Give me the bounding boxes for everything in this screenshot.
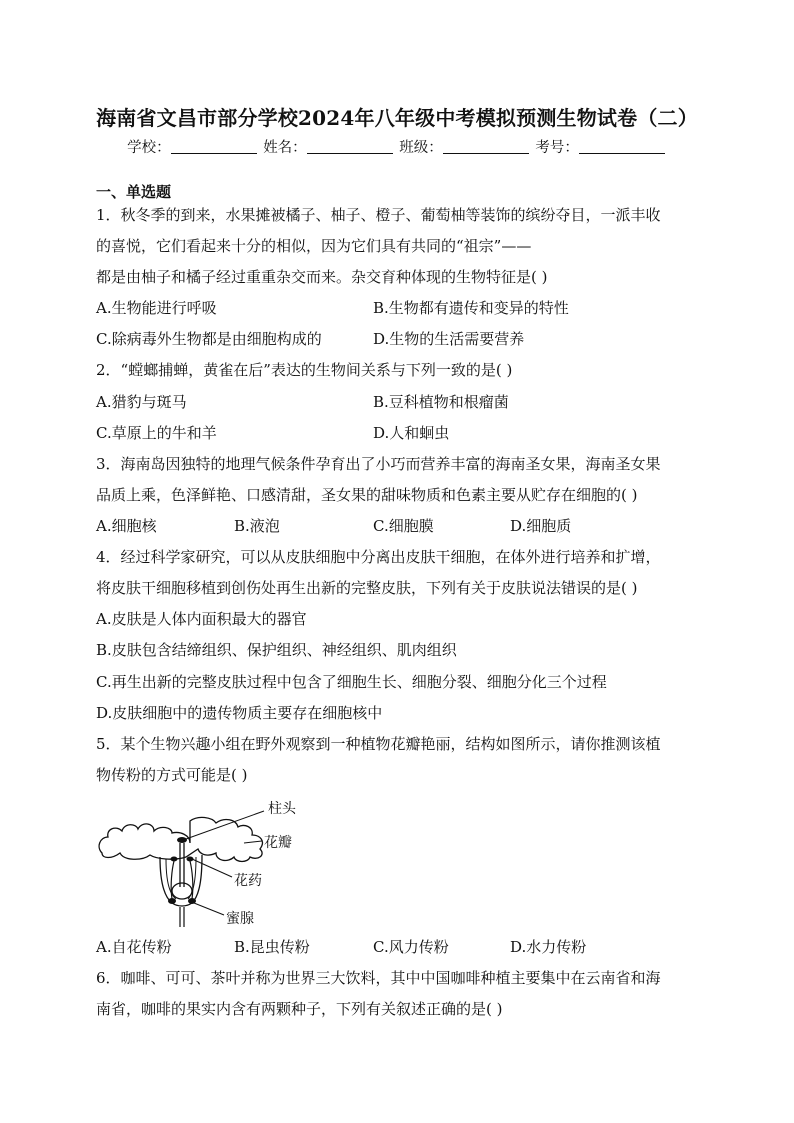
label-stigma: 柱头 [268, 801, 296, 817]
exam-number-label: 考号： [535, 140, 579, 156]
q5-option-d[interactable]: D.水力传粉 [510, 938, 587, 956]
section-heading: 一、单选题 [96, 183, 172, 201]
q1-line-3: 都是由柚子和橘子经过重重杂交而来。杂交育种体现的生物特征是( ) [96, 268, 548, 286]
exam-number-blank[interactable] [579, 139, 665, 154]
q1-line-1: 1．秋冬季的到来，水果摊被橘子、柚子、橙子、葡萄柚等装饰的缤纷夺目，一派丰收 [96, 206, 661, 224]
q4-option-d[interactable]: D.皮肤细胞中的遗传物质主要存在细胞核中 [96, 704, 383, 722]
label-petal: 花瓣 [264, 835, 292, 851]
q5-line-1: 5．某个生物兴趣小组在野外观察到一种植物花瓣艳丽，结构如图所示，请你推测该植 [96, 735, 661, 753]
label-nectary: 蜜腺 [226, 911, 254, 927]
q4-line-2: 将皮肤干细胞移植到创伤处再生出新的完整皮肤，下列有关于皮肤说法错误的是( ) [96, 579, 638, 597]
q5-option-a[interactable]: A.自花传粉 [96, 938, 172, 956]
school-label: 学校： [127, 140, 171, 156]
q1-option-d[interactable]: D.生物的生活需要营养 [373, 330, 525, 348]
q2-option-a[interactable]: A.猎豹与斑马 [96, 393, 187, 411]
nectary-left [168, 898, 176, 904]
page-title: 海南省文昌市部分学校2024年八年级中考模拟预测生物试卷（二） [96, 106, 698, 130]
q5-line-2: 物传粉的方式可能是( ) [96, 766, 248, 784]
leader-petal [244, 841, 262, 843]
q5-option-b[interactable]: B.昆虫传粉 [234, 938, 310, 956]
flower-structure-figure [94, 795, 324, 930]
anther-left [171, 857, 178, 862]
q3-option-d[interactable]: D.细胞质 [510, 517, 572, 535]
q1-option-b[interactable]: B.生物都有遗传和变异的特性 [373, 299, 569, 317]
q5-option-c[interactable]: C.风力传粉 [373, 938, 449, 956]
q4-option-b[interactable]: B.皮肤包含结缔组织、保护组织、神经组织、肌肉组织 [96, 641, 457, 659]
class-blank[interactable] [443, 139, 529, 154]
q3-option-a[interactable]: A.细胞核 [96, 517, 157, 535]
q3-line-2: 品质上乘，色泽鲜艳、口感清甜，圣女果的甜味物质和色素主要从贮存在细胞的( ) [96, 486, 638, 504]
leader-nectary [194, 903, 224, 915]
q1-option-a[interactable]: A.生物能进行呼吸 [96, 299, 217, 317]
q3-option-c[interactable]: C.细胞膜 [373, 517, 434, 535]
q4-line-1: 4．经过科学家研究，可以从皮肤细胞中分离出皮肤干细胞，在体外进行培养和扩增， [96, 548, 661, 566]
student-info-row [0, 136, 794, 157]
q2-option-d[interactable]: D.人和蛔虫 [373, 424, 450, 442]
class-label: 班级： [399, 140, 443, 156]
q2-line-1: 2．“螳螂捕蝉，黄雀在后”表达的生物间关系与下列一致的是( ) [96, 361, 513, 379]
q6-line-1: 6．咖啡、可可、茶叶并称为世界三大饮料，其中中国咖啡种植主要集中在云南省和海 [96, 969, 661, 987]
stigma [177, 837, 187, 843]
q2-option-c[interactable]: C.草原上的牛和羊 [96, 424, 217, 442]
q2-option-b[interactable]: B.豆科植物和根瘤菌 [373, 393, 509, 411]
q3-option-b[interactable]: B.液泡 [234, 517, 280, 535]
label-anther: 花药 [234, 873, 262, 889]
name-blank[interactable] [307, 139, 393, 154]
q1-option-c[interactable]: C.除病毒外生物都是由细胞构成的 [96, 330, 322, 348]
school-blank[interactable] [171, 139, 257, 154]
q4-option-c[interactable]: C.再生出新的完整皮肤过程中包含了细胞生长、细胞分裂、细胞分化三个过程 [96, 673, 607, 691]
leader-anther [192, 859, 232, 877]
q6-line-2: 南省，咖啡的果实内含有两颗种子，下列有关叙述正确的是( ) [96, 1000, 503, 1018]
ovary [172, 883, 192, 899]
q3-line-1: 3．海南岛因独特的地理气候条件孕育出了小巧而营养丰富的海南圣女果，海南圣女果 [96, 455, 661, 473]
q1-line-2: 的喜悦，它们看起来十分的相似，因为它们具有共同的“祖宗”—— [96, 237, 532, 255]
q4-option-a[interactable]: A.皮肤是人体内面积最大的器官 [96, 610, 307, 628]
name-label: 姓名： [263, 140, 307, 156]
